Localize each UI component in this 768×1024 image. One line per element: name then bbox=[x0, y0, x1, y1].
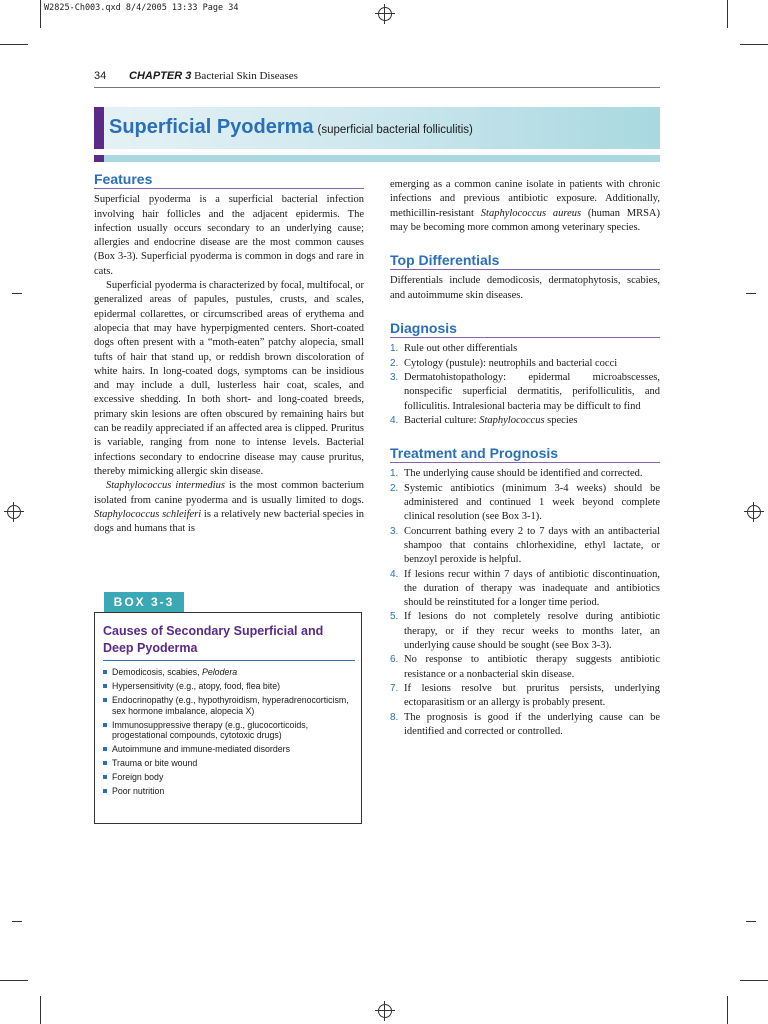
features-continued bbox=[390, 178, 660, 235]
features-paragraph-2: Superficial pyoderma is characterized by focal, multifocal, or generalized areas of papules, pustules, crusts, and scales, epidermal collarettes, or circumscribed areas of erythema and alopecia that may have hyperpigmented centers. Short-coated dogs often present with a “moth-eaten” patchy alopecia, small tufts of hair that stand up, or reddish brown discoloration of white hairs. In long-coated dogs, symptoms can be insidious and may include a dull, lusterless hair coat, scales, and excessive shedding. In both short- and long-coated breeds, primary skin lesions are often obscured by remaining hairs but can be readily appreciated if an affected area is clipped. Pruritus is variable, ranging from none to intense levels. Bacterial infections secondary to endocrine disease may cause pruritus, thereby mimicking allergic skin disease. bbox=[94, 280, 365, 477]
box-list bbox=[103, 667, 353, 800]
box-item-text: Endocrinopathy (e.g., hypothyroidism, hyperadrenocorticism, sex hormone imbalance, alopecia X) bbox=[112, 695, 349, 716]
treatment-item bbox=[390, 482, 660, 525]
item-text: If lesions recur within 7 days of antibiotic discontinuation, the duration of therapy was inadequate and antibiotics should be reinstituted for a longer time period. bbox=[404, 568, 660, 609]
diagnosis-item bbox=[390, 357, 660, 371]
left-column bbox=[94, 172, 364, 536]
item-text: The underlying cause should be identified and corrected. bbox=[404, 468, 643, 480]
chapter-title: Bacterial Skin Diseases bbox=[194, 70, 298, 82]
bullet-icon bbox=[103, 684, 107, 688]
item-text: No response to antibiotic therapy suggests antibiotic resistance or a nonbacterial skin disease. bbox=[404, 654, 660, 680]
item-text: The prognosis is good if the underlying cause can be identified and corrected or controlled. bbox=[404, 711, 660, 737]
diagnosis-item bbox=[390, 414, 660, 428]
crop-mark bbox=[727, 996, 728, 1024]
section-banner bbox=[94, 107, 660, 149]
features-paragraph-3 bbox=[94, 479, 364, 536]
item-number: 4. bbox=[390, 414, 399, 426]
item-text: species bbox=[544, 414, 578, 426]
registration-mark-icon bbox=[375, 1001, 395, 1021]
bullet-icon bbox=[103, 747, 107, 751]
item-number: 5. bbox=[390, 611, 399, 623]
box-item-text: Poor nutrition bbox=[112, 786, 165, 796]
banner-title-text: Superficial Pyoderma bbox=[109, 116, 314, 138]
item-number: 7. bbox=[390, 682, 399, 694]
top-differentials-heading: Top Differentials bbox=[390, 253, 660, 270]
box-label: BOX 3-3 bbox=[104, 592, 184, 613]
crop-mark bbox=[12, 293, 22, 294]
item-number: 8. bbox=[390, 711, 399, 723]
box-item-text: Autoimmune and immune-mediated disorders bbox=[112, 744, 290, 754]
crop-mark bbox=[746, 921, 756, 922]
item-text: Dermatohistopathology: epidermal microabscesses, nonspecific superficial dermatitis, perifolliculitis, and folliculitis. Intralesional bacteria may be difficult to find bbox=[404, 371, 660, 412]
treatment-item bbox=[390, 711, 660, 740]
item-text: If lesions do not completely resolve during antibiotic therapy, or if they recur weeks to months later, an underlying cause should be sought (see Box 3-3). bbox=[404, 611, 660, 652]
item-text: Cytology (pustule): neutrophils and bacterial cocci bbox=[404, 357, 618, 369]
crop-mark bbox=[746, 293, 756, 294]
species-name: Staphylococcus schleiferi bbox=[94, 508, 202, 520]
item-number: 2. bbox=[390, 357, 399, 369]
chapter-label: CHAPTER 3 bbox=[129, 70, 192, 82]
box-list-item bbox=[103, 681, 353, 692]
crop-mark bbox=[740, 44, 768, 45]
treatment-item bbox=[390, 653, 660, 682]
box-list-item bbox=[103, 667, 353, 678]
registration-mark-icon bbox=[375, 4, 395, 24]
right-column bbox=[390, 178, 660, 739]
box-list-item bbox=[103, 758, 353, 769]
paragraph-text: (human MRSA) may be becoming more common among veterinary species. bbox=[390, 207, 660, 233]
item-text: If lesions resolve but pruritus persists, underlying ectoparasitism or an allergy is probably present. bbox=[404, 682, 660, 709]
banner-strip bbox=[94, 155, 660, 162]
bullet-icon bbox=[103, 670, 107, 674]
item-text: Systemic antibiotics (minimum 3-4 weeks) should be administered and continued 1 week beyond complete clinical resolution (see Box 3-1). bbox=[404, 482, 660, 523]
diagnosis-item bbox=[390, 371, 660, 414]
features-heading: Features bbox=[94, 172, 364, 189]
crop-mark bbox=[0, 980, 28, 981]
item-text: Bacterial culture: bbox=[404, 414, 480, 426]
banner-subtitle: (superficial bacterial folliculitis) bbox=[317, 124, 473, 136]
treatment-item bbox=[390, 525, 660, 568]
diagnosis-list bbox=[390, 342, 660, 428]
box-item-text: Immunosuppressive therapy (e.g., glucocorticoids, progestational compounds, cytotoxic drugs) bbox=[112, 719, 309, 740]
treatment-item bbox=[390, 568, 660, 611]
diagnosis-heading: Diagnosis bbox=[390, 321, 660, 338]
paragraph-text: is the most common bacterium isolated from canine pyoderma and is usually limited to dogs. bbox=[94, 480, 365, 506]
bullet-icon bbox=[103, 775, 107, 779]
box-list-item bbox=[103, 695, 353, 716]
banner-accent-bar bbox=[94, 107, 104, 149]
species-name: Staphylococcus intermedius bbox=[106, 480, 225, 492]
bullet-icon bbox=[103, 789, 107, 793]
registration-mark-icon bbox=[4, 502, 24, 522]
item-text: Rule out other differentials bbox=[404, 343, 518, 355]
bullet-icon bbox=[103, 698, 107, 702]
box-list-item bbox=[103, 786, 353, 797]
box-item-italic: Pelodera bbox=[201, 667, 238, 677]
crop-mark bbox=[0, 44, 28, 45]
running-head bbox=[94, 70, 298, 82]
paragraph-text: is a relatively new bacterial species in dogs and humans that is bbox=[94, 508, 364, 535]
strip-accent-bar bbox=[94, 155, 104, 162]
banner-title bbox=[109, 116, 473, 139]
item-number: 3. bbox=[390, 525, 399, 537]
features-paragraph-1: Superficial pyoderma is a superficial bacterial infection involving hair follicles and the adjacent epidermis. The infection usually occurs secondary to an underlying cause; allergies and endocrine disease are the most common causes (Box 3-3). Superficial pyoderma is common in dogs and rare in cats. bbox=[94, 194, 364, 277]
registration-mark-icon bbox=[744, 502, 764, 522]
top-differentials-text: Differentials include demodicosis, dermatophytosis, scabies, and autoimmume skin diseases. bbox=[390, 275, 660, 301]
header-rule bbox=[94, 87, 660, 88]
crop-mark bbox=[40, 996, 41, 1024]
treatment-item bbox=[390, 610, 660, 653]
paragraph-text: emerging as a common canine isolate in patients with chronic infections and previous antibiotic exposure. Additionally, methicillin-resistant bbox=[390, 179, 660, 219]
box-item-text: Hypersensitivity (e.g., atopy, food, flea bite) bbox=[112, 681, 281, 691]
box-3-3 bbox=[94, 612, 362, 824]
treatment-list bbox=[390, 467, 660, 739]
item-number: 1. bbox=[390, 468, 399, 480]
box-item-text: Trauma or bite wound bbox=[112, 758, 198, 768]
crop-mark bbox=[727, 0, 728, 28]
bullet-icon bbox=[103, 723, 107, 727]
box-list-item bbox=[103, 720, 353, 741]
box-list-item bbox=[103, 772, 353, 783]
item-number: 4. bbox=[390, 568, 399, 580]
item-number: 6. bbox=[390, 654, 399, 666]
species-name: Staphylococcus bbox=[479, 414, 545, 426]
item-number: 1. bbox=[390, 343, 399, 355]
item-text: Concurrent bathing every 2 to 7 days with an antibacterial shampoo that contains chlorhexidine, ethyl lactate, or benzoyl peroxide is helpful. bbox=[404, 525, 660, 566]
page-number: 34 bbox=[94, 70, 107, 82]
treatment-item bbox=[390, 682, 660, 711]
crop-mark bbox=[40, 0, 41, 28]
box-item-text: Foreign body bbox=[112, 772, 164, 782]
box-title: Causes of Secondary Superficial and Deep Pyoderma bbox=[103, 623, 355, 661]
slug-line: W2825-Ch003.qxd 8/4/2005 13:33 Page 34 bbox=[44, 3, 239, 13]
box-list-item bbox=[103, 744, 353, 755]
crop-mark bbox=[740, 980, 768, 981]
item-number: 2. bbox=[390, 482, 399, 494]
item-number: 3. bbox=[390, 371, 399, 383]
species-name: Staphylococcus aureus bbox=[480, 207, 582, 219]
treatment-item bbox=[390, 467, 660, 481]
bullet-icon bbox=[103, 761, 107, 765]
diagnosis-item bbox=[390, 342, 660, 356]
crop-mark bbox=[12, 921, 22, 922]
treatment-heading: Treatment and Prognosis bbox=[390, 446, 660, 463]
box-item-text: Demodicosis, scabies, bbox=[112, 667, 202, 677]
